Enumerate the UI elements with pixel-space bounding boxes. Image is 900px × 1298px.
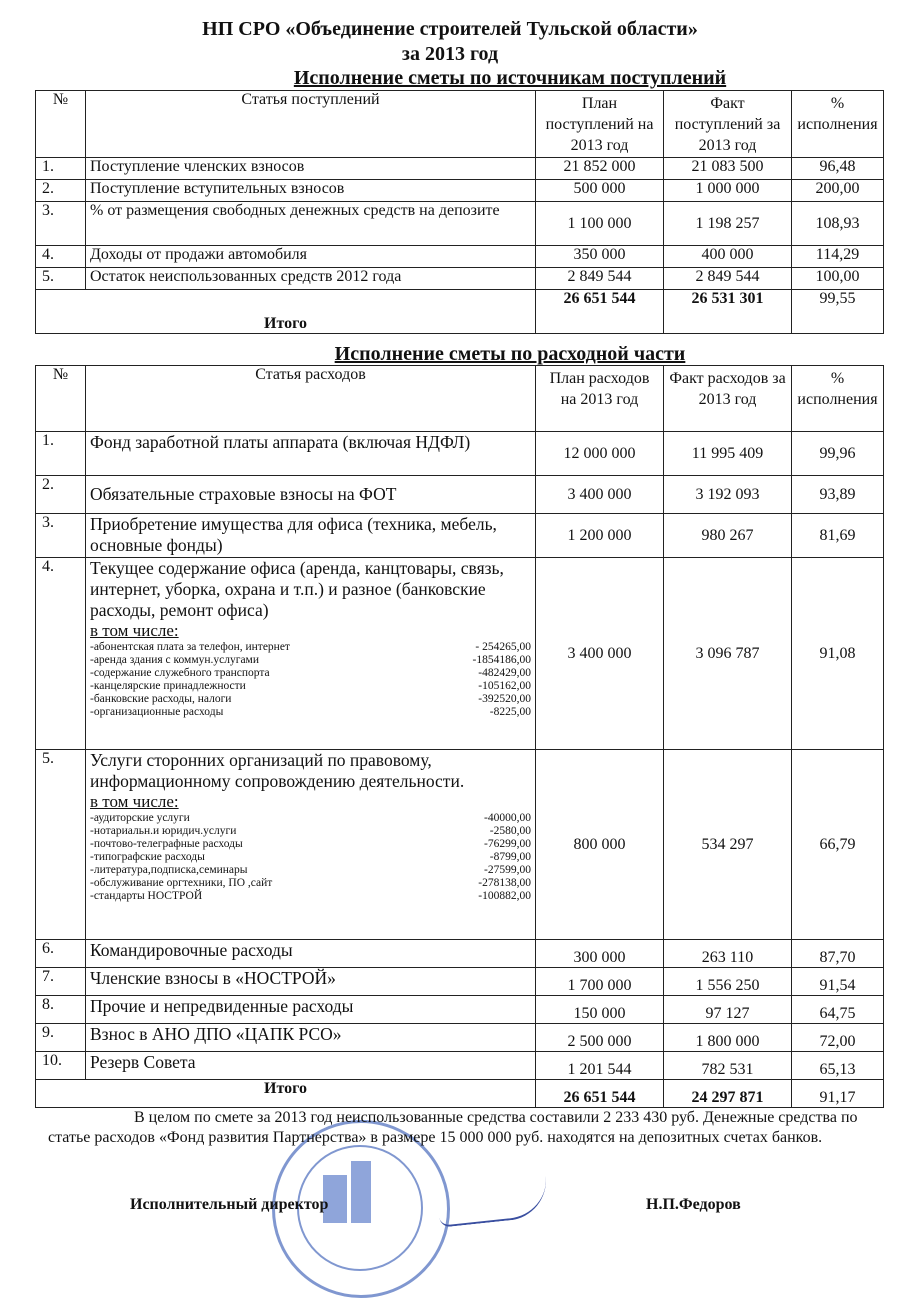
detail-item bbox=[90, 851, 531, 864]
row-fact: 1 556 250 bbox=[664, 968, 792, 996]
detail-item bbox=[90, 864, 531, 877]
table-row bbox=[36, 1052, 884, 1080]
row-pct: 91,08 bbox=[792, 558, 884, 750]
row-pct: 200,00 bbox=[792, 180, 884, 202]
including-label: в том числе: bbox=[90, 792, 179, 811]
expense-section-title: Исполнение сметы по расходной части bbox=[334, 343, 686, 365]
row-no: 2. bbox=[36, 476, 86, 514]
total-fact: 24 297 871 bbox=[664, 1080, 792, 1108]
row-article: Текущее содержание офиса (аренда, канцтовары, связь, интернет, уборка, охрана и т.п.) и разное (банковские расходы, ремонт офиса) bbox=[90, 558, 504, 620]
detail-item bbox=[90, 693, 531, 706]
row-plan: 1 201 544 bbox=[536, 1052, 664, 1080]
row-no: 2. bbox=[36, 180, 86, 202]
row-article: Командировочные расходы bbox=[86, 940, 536, 968]
row-article-cell bbox=[86, 750, 536, 940]
row-pct: 96,48 bbox=[792, 158, 884, 180]
detail-label: -аренда здания с коммун.услугами bbox=[90, 654, 259, 666]
detail-value: -40000,00 bbox=[484, 812, 531, 824]
row-plan: 1 100 000 bbox=[536, 202, 664, 246]
row-fact: 980 267 bbox=[664, 514, 792, 558]
row-no: 3. bbox=[36, 514, 86, 558]
total-plan: 26 651 544 bbox=[536, 1080, 664, 1108]
row-article: Услуги сторонних организаций по правовому, информационному сопровождению деятельности. bbox=[90, 750, 465, 791]
row-plan: 3 400 000 bbox=[536, 476, 664, 514]
handwritten-signature bbox=[436, 1174, 550, 1227]
total-fact: 26 531 301 bbox=[664, 290, 792, 334]
row-fact: 11 995 409 bbox=[664, 432, 792, 476]
total-pct: 99,55 bbox=[792, 290, 884, 334]
row-pct: 87,70 bbox=[792, 940, 884, 968]
header-article: Статья расходов bbox=[86, 366, 536, 432]
header-article: Статья поступлений bbox=[86, 91, 536, 158]
income-total-row bbox=[36, 290, 884, 334]
header-pct: % исполнения bbox=[792, 366, 884, 432]
row-no: 6. bbox=[36, 940, 86, 968]
row-fact: 400 000 bbox=[664, 246, 792, 268]
row-pct: 72,00 bbox=[792, 1024, 884, 1052]
detail-label: -банковские расходы, налоги bbox=[90, 693, 232, 705]
row-plan: 300 000 bbox=[536, 940, 664, 968]
row-no: 9. bbox=[36, 1024, 86, 1052]
header-pct: % исполнения bbox=[792, 91, 884, 158]
detail-value: -76299,00 bbox=[484, 838, 531, 850]
row-article: Фонд заработной платы аппарата (включая НДФЛ) bbox=[86, 432, 536, 476]
detail-value: -100882,00 bbox=[478, 890, 531, 902]
row-fact: 3 096 787 bbox=[664, 558, 792, 750]
detail-value: - 254265,00 bbox=[475, 641, 531, 653]
table-row bbox=[36, 514, 884, 558]
row-no: 7. bbox=[36, 968, 86, 996]
detail-list bbox=[90, 641, 531, 719]
row-article: Прочие и непредвиденные расходы bbox=[86, 996, 536, 1024]
detail-label: -аудиторские услуги bbox=[90, 812, 190, 824]
row-pct: 108,93 bbox=[792, 202, 884, 246]
table-row bbox=[36, 558, 884, 750]
detail-value: -482429,00 bbox=[478, 667, 531, 679]
detail-label: -канцелярские принадлежности bbox=[90, 680, 246, 692]
detail-item bbox=[90, 825, 531, 838]
detail-value: -8799,00 bbox=[489, 851, 531, 863]
detail-value: -392520,00 bbox=[478, 693, 531, 705]
row-plan: 1 700 000 bbox=[536, 968, 664, 996]
income-section-title: Исполнение сметы по источникам поступлений bbox=[293, 67, 727, 89]
row-fact: 97 127 bbox=[664, 996, 792, 1024]
detail-label: -литература,подписка,семинары bbox=[90, 864, 248, 876]
row-fact: 3 192 093 bbox=[664, 476, 792, 514]
table-row bbox=[36, 432, 884, 476]
row-pct: 65,13 bbox=[792, 1052, 884, 1080]
row-fact: 1 198 257 bbox=[664, 202, 792, 246]
row-pct: 91,54 bbox=[792, 968, 884, 996]
expense-header-row bbox=[36, 366, 884, 432]
detail-item bbox=[90, 812, 531, 825]
detail-label: -почтово-телеграфные расходы bbox=[90, 838, 243, 850]
row-fact: 263 110 bbox=[664, 940, 792, 968]
detail-item bbox=[90, 706, 531, 719]
row-pct: 64,75 bbox=[792, 996, 884, 1024]
detail-label: -обслуживание оргтехники, ПО ,сайт bbox=[90, 877, 273, 889]
total-plan: 26 651 544 bbox=[536, 290, 664, 334]
including-label: в том числе: bbox=[90, 621, 179, 640]
detail-value: -27599,00 bbox=[484, 864, 531, 876]
row-fact: 2 849 544 bbox=[664, 268, 792, 290]
detail-item bbox=[90, 667, 531, 680]
row-plan: 3 400 000 bbox=[536, 558, 664, 750]
row-article: Поступление вступительных взносов bbox=[86, 180, 536, 202]
table-row bbox=[36, 996, 884, 1024]
row-plan: 2 500 000 bbox=[536, 1024, 664, 1052]
row-fact: 21 083 500 bbox=[664, 158, 792, 180]
row-article: Обязательные страховые взносы на ФОТ bbox=[86, 476, 536, 514]
detail-item bbox=[90, 641, 531, 654]
row-no: 4. bbox=[36, 558, 86, 750]
row-article-cell bbox=[86, 558, 536, 750]
table-row bbox=[36, 246, 884, 268]
total-label: Итого bbox=[36, 290, 536, 334]
summary-note: В целом по смете за 2013 год неиспользованные средства составили 2 233 430 руб. Денежные средства по статье расходов «Фонд развития Партнерства» в размере 15 000 000 руб. находятся на депозитных счетах банков. bbox=[48, 1109, 858, 1146]
detail-value: -1854186,00 bbox=[472, 654, 531, 666]
detail-value: -2580,00 bbox=[489, 825, 531, 837]
table-row bbox=[36, 1024, 884, 1052]
row-article: Членские взносы в «НОСТРОЙ» bbox=[86, 968, 536, 996]
row-no: 4. bbox=[36, 246, 86, 268]
detail-value: -105162,00 bbox=[478, 680, 531, 692]
row-fact: 1 000 000 bbox=[664, 180, 792, 202]
row-article: Резерв Совета bbox=[86, 1052, 536, 1080]
detail-label: -содержание служебного транспорта bbox=[90, 667, 270, 679]
row-no: 8. bbox=[36, 996, 86, 1024]
row-plan: 150 000 bbox=[536, 996, 664, 1024]
row-plan: 12 000 000 bbox=[536, 432, 664, 476]
row-pct: 99,96 bbox=[792, 432, 884, 476]
detail-label: -стандарты НОСТРОЙ bbox=[90, 890, 203, 902]
table-row bbox=[36, 476, 884, 514]
row-plan: 2 849 544 bbox=[536, 268, 664, 290]
income-table bbox=[35, 90, 884, 334]
table-row bbox=[36, 158, 884, 180]
period-title: за 2013 год bbox=[401, 43, 499, 65]
row-pct: 93,89 bbox=[792, 476, 884, 514]
org-title: НП СРО «Объединение строителей Тульской области» bbox=[202, 18, 698, 40]
detail-label: -нотариальн.и юридич.услуги bbox=[90, 825, 237, 837]
header-no: № bbox=[36, 91, 86, 158]
table-row bbox=[36, 180, 884, 202]
row-fact: 1 800 000 bbox=[664, 1024, 792, 1052]
row-no: 5. bbox=[36, 750, 86, 940]
row-pct: 100,00 bbox=[792, 268, 884, 290]
detail-item bbox=[90, 654, 531, 667]
detail-label: -абонентская плата за телефон, интернет bbox=[90, 641, 290, 653]
row-plan: 1 200 000 bbox=[536, 514, 664, 558]
expense-table bbox=[35, 365, 884, 1108]
row-fact: 534 297 bbox=[664, 750, 792, 940]
row-no: 1. bbox=[36, 158, 86, 180]
detail-item bbox=[90, 877, 531, 890]
detail-label: -типографские расходы bbox=[90, 851, 205, 863]
detail-value: -8225,00 bbox=[489, 706, 531, 718]
row-article: Остаток неиспользованных средств 2012 года bbox=[86, 268, 536, 290]
table-row bbox=[36, 202, 884, 246]
total-pct: 91,17 bbox=[792, 1080, 884, 1108]
row-article: Приобретение имущества для офиса (техника, мебель, основные фонды) bbox=[86, 514, 536, 558]
row-pct: 114,29 bbox=[792, 246, 884, 268]
header-fact: Факт расходов за 2013 год bbox=[664, 366, 792, 432]
row-plan: 500 000 bbox=[536, 180, 664, 202]
row-pct: 81,69 bbox=[792, 514, 884, 558]
detail-value: -278138,00 bbox=[478, 877, 531, 889]
row-fact: 782 531 bbox=[664, 1052, 792, 1080]
header-plan: План расходов на 2013 год bbox=[536, 366, 664, 432]
total-label: Итого bbox=[36, 1080, 536, 1108]
expense-total-row bbox=[36, 1080, 884, 1108]
signatory-name: Н.П.Федоров bbox=[646, 1196, 741, 1213]
header-no: № bbox=[36, 366, 86, 432]
table-row bbox=[36, 750, 884, 940]
row-plan: 800 000 bbox=[536, 750, 664, 940]
row-plan: 21 852 000 bbox=[536, 158, 664, 180]
row-no: 3. bbox=[36, 202, 86, 246]
detail-item bbox=[90, 680, 531, 693]
row-plan: 350 000 bbox=[536, 246, 664, 268]
detail-list bbox=[90, 812, 531, 903]
seal-building-icon bbox=[351, 1161, 371, 1223]
detail-item bbox=[90, 890, 531, 903]
table-row bbox=[36, 268, 884, 290]
table-row bbox=[36, 968, 884, 996]
row-no: 5. bbox=[36, 268, 86, 290]
table-row bbox=[36, 940, 884, 968]
row-article: Взнос в АНО ДПО «ЦАПК РСО» bbox=[86, 1024, 536, 1052]
row-pct: 66,79 bbox=[792, 750, 884, 940]
row-article: Доходы от продажи автомобиля bbox=[86, 246, 536, 268]
row-no: 10. bbox=[36, 1052, 86, 1080]
detail-label: -организационные расходы bbox=[90, 706, 224, 718]
row-no: 1. bbox=[36, 432, 86, 476]
row-article: % от размещения свободных денежных средств на депозите bbox=[86, 202, 536, 246]
signatory-position: Исполнительный директор bbox=[130, 1196, 329, 1213]
header-plan: План поступлений на 2013 год bbox=[536, 91, 664, 158]
detail-item bbox=[90, 838, 531, 851]
row-article: Поступление членских взносов bbox=[86, 158, 536, 180]
header-fact: Факт поступлений за 2013 год bbox=[664, 91, 792, 158]
income-header-row bbox=[36, 91, 884, 158]
